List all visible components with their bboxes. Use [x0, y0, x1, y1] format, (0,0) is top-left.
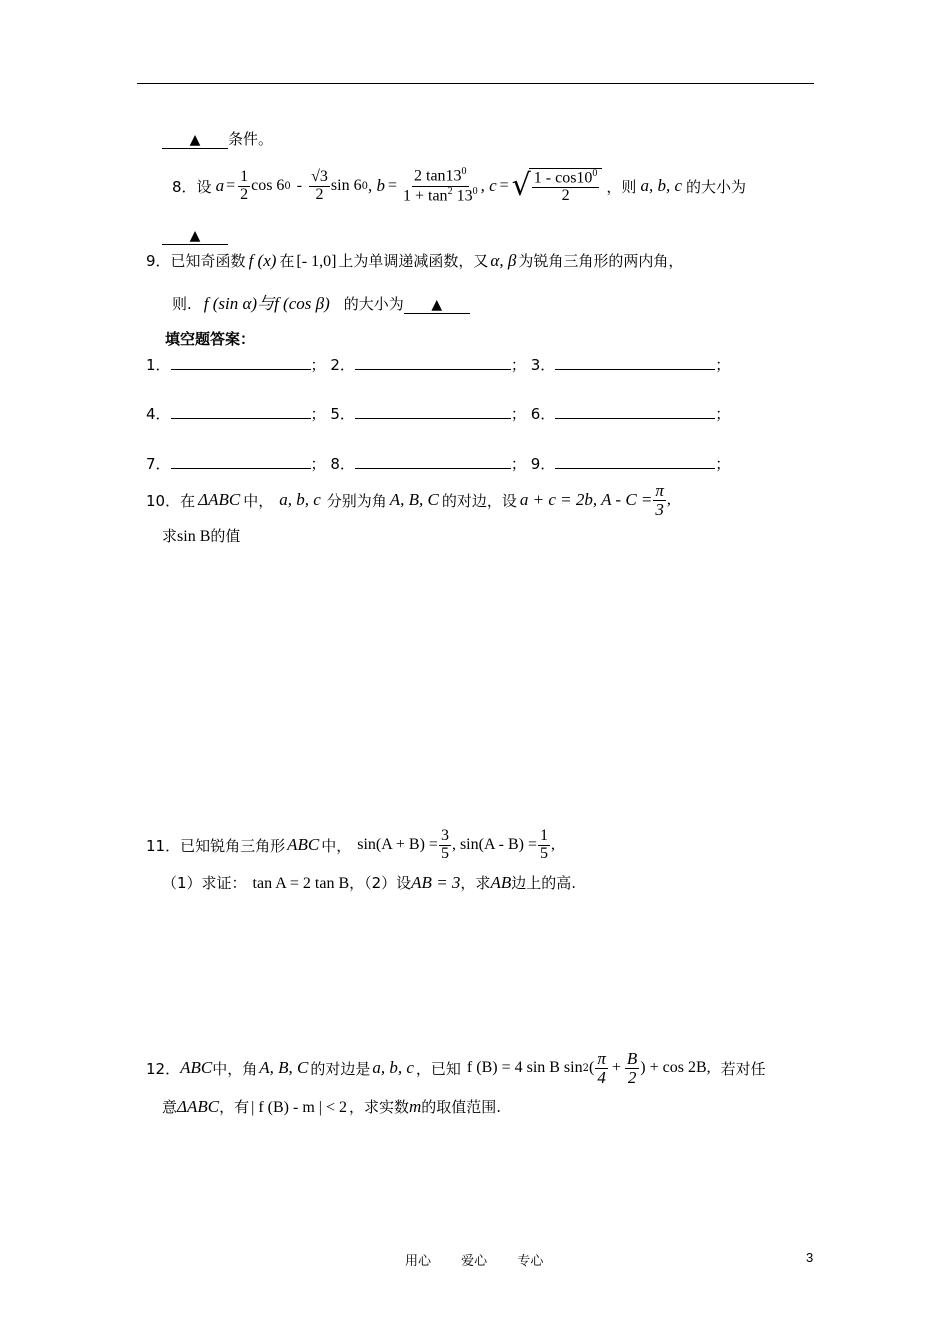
q11-frac2 — [538, 828, 550, 863]
sqrt-icon: √ — [511, 168, 531, 203]
q12-frac2 — [625, 1050, 639, 1087]
answer-row-2 — [146, 403, 730, 424]
q10-angles: A, B, C — [389, 490, 439, 509]
question-9-line2 — [172, 281, 470, 314]
answer-label: 6． — [530, 405, 556, 423]
q12-line2-c: ，有 — [219, 1098, 250, 1116]
q10-frac-den: 3 — [655, 499, 664, 519]
q8-deg-3: 0 — [461, 166, 467, 178]
answer-sep: ； — [715, 455, 731, 473]
answer-label: 7． — [146, 455, 171, 473]
answer-marker: ▲ — [162, 228, 228, 245]
answer-blank[interactable] — [555, 454, 715, 469]
answer-sep: ； — [510, 455, 526, 473]
q8-c-frac-den: 2 — [561, 186, 570, 204]
q12-line2-a: 意 — [162, 1098, 178, 1116]
q10-comma: , — [666, 491, 671, 508]
q8-minus: - — [296, 177, 303, 194]
q7-tail-text: 条件。 — [228, 130, 274, 148]
answer-label: 2． — [330, 356, 355, 374]
q8-b-frac-den — [401, 187, 480, 205]
q12-frac1-den: 4 — [597, 1067, 606, 1087]
q8-vars: a, b, c — [640, 176, 682, 195]
header-rule — [137, 83, 814, 84]
q8-eq-2: = — [387, 177, 397, 194]
answer-label: 1． — [146, 356, 171, 374]
q8-c-var: , c — [480, 176, 497, 195]
answer-blank[interactable] — [171, 355, 311, 370]
q8-deg-2: 0 — [361, 180, 368, 192]
q10-sides: a, b, c — [279, 490, 321, 509]
q10-line2-b: sin B — [177, 528, 211, 545]
q10-frac — [653, 482, 666, 519]
q9-text2: 在 — [279, 252, 295, 270]
q8-b-den-sq: 2 — [447, 185, 453, 197]
q12-expr-tail: ) + cos 2B, — [640, 1059, 711, 1076]
q11-part4: 边上的高. — [511, 874, 576, 892]
q9-text3: 上为单调递减函数，又 — [338, 252, 489, 270]
q9-number: 9． — [146, 252, 171, 270]
footer-word-2: 爱心 — [461, 1254, 488, 1269]
q8-b-frac-num — [412, 167, 469, 186]
question-12-line2 — [162, 1096, 501, 1117]
q8-b-frac-num-text: 2 tan13 — [414, 167, 462, 185]
q12-line2-d: ，求实数 — [348, 1098, 409, 1116]
footer-motto — [405, 1250, 543, 1269]
q12-line2-b: ΔABC — [177, 1097, 220, 1116]
q11-frac1-den: 5 — [440, 844, 449, 862]
q12-text3: ，已知 — [415, 1059, 461, 1078]
answer-blank[interactable] — [555, 404, 715, 419]
q11-ab: AB = 3 — [411, 873, 461, 892]
q8-answer-line — [162, 226, 228, 245]
q12-angles: A, B, C — [259, 1058, 309, 1077]
q11-part3: ，求 — [460, 874, 491, 892]
q11-part2: ，（2）设 — [349, 874, 412, 892]
answer-blank[interactable] — [555, 355, 715, 370]
answer-marker: ▲ — [162, 132, 228, 149]
q11-expr1: sin(A + B) = — [357, 836, 438, 853]
q10-text3: 分别为角 — [326, 491, 387, 510]
question-10 — [146, 478, 671, 522]
q8-a2-frac-num: √3 — [311, 167, 328, 185]
q12-abs: | f (B) - m | < 2 — [251, 1099, 347, 1116]
q8-a-frac — [238, 169, 250, 204]
q8-c-frac-num-text: 1 - cos10 — [533, 168, 593, 186]
q8-sqrt-body — [529, 168, 603, 205]
q11-part1: （1）求证： — [162, 874, 247, 892]
answer-sep: ； — [310, 455, 326, 473]
footer-word-3: 专心 — [517, 1254, 544, 1269]
answer-sep: ； — [510, 405, 526, 423]
q8-c-frac-num — [532, 169, 600, 188]
answer-label: 5． — [330, 405, 355, 423]
q9-expr: f (sin α)与f (cos β) — [203, 294, 330, 313]
q8-b-var: , b — [367, 176, 385, 195]
q12-expr: f (B) = 4 sin B sin — [466, 1059, 583, 1076]
answer-label: 4． — [146, 405, 171, 423]
q11-text2: 中， — [321, 836, 352, 855]
q8-a-cos: cos 6 — [251, 177, 285, 194]
q8-tail: 的大小为 — [685, 177, 746, 196]
answer-blank[interactable] — [171, 454, 311, 469]
q9-fx: f (x) — [248, 251, 277, 270]
q8-lead: 设 — [196, 177, 212, 196]
q10-text1: 在 — [180, 491, 196, 510]
q8-then: ，则 — [606, 177, 637, 196]
q10-triangle: ΔABC — [198, 490, 241, 509]
q12-text2: 的对边是 — [310, 1059, 371, 1078]
q10-number: 10． — [146, 491, 181, 510]
q12-sides: a, b, c — [372, 1058, 414, 1077]
q12-frac2-den: 2 — [627, 1067, 637, 1087]
answer-label: 3． — [530, 356, 556, 374]
q12-frac2-num: B — [626, 1048, 638, 1068]
question-10-line2 — [162, 522, 240, 546]
q11-text1: 已知锐角三角形 — [180, 836, 286, 855]
q8-a-var: a — [215, 176, 225, 195]
answer-sep: ； — [310, 356, 326, 374]
q9-text1: 已知奇函数 — [170, 252, 246, 270]
q12-paren: ( — [588, 1059, 595, 1076]
q8-a-frac-den: 2 — [240, 185, 249, 203]
q11-abc: ABC — [287, 835, 320, 854]
q10-line2-c: 的值 — [210, 527, 241, 545]
q8-eq: = — [226, 177, 236, 194]
q10-line2-a: 求 — [162, 527, 178, 545]
q8-a2-frac — [309, 169, 330, 204]
q9-interval: [- 1,0] — [296, 253, 337, 270]
footer-word-1: 用心 — [405, 1254, 432, 1269]
q8-b-frac — [401, 167, 480, 204]
q11-expr2: , sin(A - B) = — [451, 836, 537, 853]
q12-number: 12． — [146, 1059, 181, 1078]
q9-tail: 的大小为 — [343, 295, 404, 313]
q11-comma: , — [550, 836, 555, 853]
answer-label: 8． — [330, 455, 355, 473]
q8-deg-5: 0 — [592, 167, 598, 179]
q12-text4: 若对任 — [720, 1059, 766, 1078]
q12-frac1-num: π — [597, 1048, 606, 1068]
q9-text5: 则. — [172, 295, 192, 313]
q11-number: 11． — [146, 836, 181, 855]
q8-deg-1: 0 — [284, 180, 291, 192]
q12-sq: 2 — [582, 1062, 589, 1074]
q8-eq-3: = — [499, 177, 509, 194]
answer-label: 9． — [530, 455, 556, 473]
q12-abc: ABC — [180, 1058, 213, 1077]
q12-line2-e: 的取值范围. — [421, 1098, 502, 1116]
q11-proof: tan A = 2 tan B — [252, 875, 350, 892]
q9-greek: α, β — [490, 251, 517, 270]
answer-blank[interactable] — [355, 355, 511, 370]
q11-frac1 — [439, 828, 451, 863]
q12-plus: + — [611, 1059, 621, 1076]
answer-sep: ； — [310, 405, 326, 423]
q9-text4: 为锐角三角形的两内角， — [518, 252, 684, 270]
question-11 — [146, 823, 555, 867]
q10-condition: a + c = 2b, A - C = — [519, 490, 653, 509]
q8-b-frac-den-text: 1 + tan — [402, 186, 448, 204]
answer-blank[interactable] — [355, 454, 511, 469]
question-11-line2 — [162, 872, 576, 893]
q8-a2-frac-den: 2 — [315, 185, 324, 203]
q10-text2: 中， — [243, 491, 274, 510]
answer-marker: ▲ — [404, 297, 470, 314]
q8-c-frac — [532, 169, 600, 205]
q8-deg-4: 0 — [472, 185, 478, 197]
page-number: 3 — [806, 1250, 814, 1265]
answer-sep: ； — [510, 356, 526, 374]
question-8 — [172, 158, 746, 214]
q8-a2-sin: sin 6 — [330, 177, 362, 194]
q11-frac2-num: 1 — [539, 826, 548, 844]
q8-b-den-tail: 13 — [452, 186, 473, 204]
answer-row-1 — [146, 354, 730, 375]
q10-text4: 的对边，设 — [441, 491, 517, 510]
answer-blank[interactable] — [355, 404, 511, 419]
question-9 — [146, 250, 683, 271]
answers-heading: 填空题答案： — [165, 330, 256, 348]
q7-tail — [162, 128, 273, 149]
q12-text1: 中，角 — [212, 1059, 258, 1078]
q12-frac1 — [595, 1050, 608, 1087]
answer-sep: ； — [715, 356, 731, 374]
answer-sep: ； — [715, 405, 731, 423]
q12-m: m — [409, 1097, 422, 1116]
q11-ab2: AB — [490, 873, 512, 892]
q11-frac2-den: 5 — [539, 844, 548, 862]
question-12 — [146, 1046, 766, 1090]
q11-frac1-num: 3 — [440, 826, 449, 844]
q8-number: 8． — [172, 177, 197, 196]
answer-row-3 — [146, 453, 730, 474]
q10-frac-num: π — [655, 480, 664, 500]
q8-a-frac-num: 1 — [240, 167, 249, 185]
answer-blank[interactable] — [171, 404, 311, 419]
